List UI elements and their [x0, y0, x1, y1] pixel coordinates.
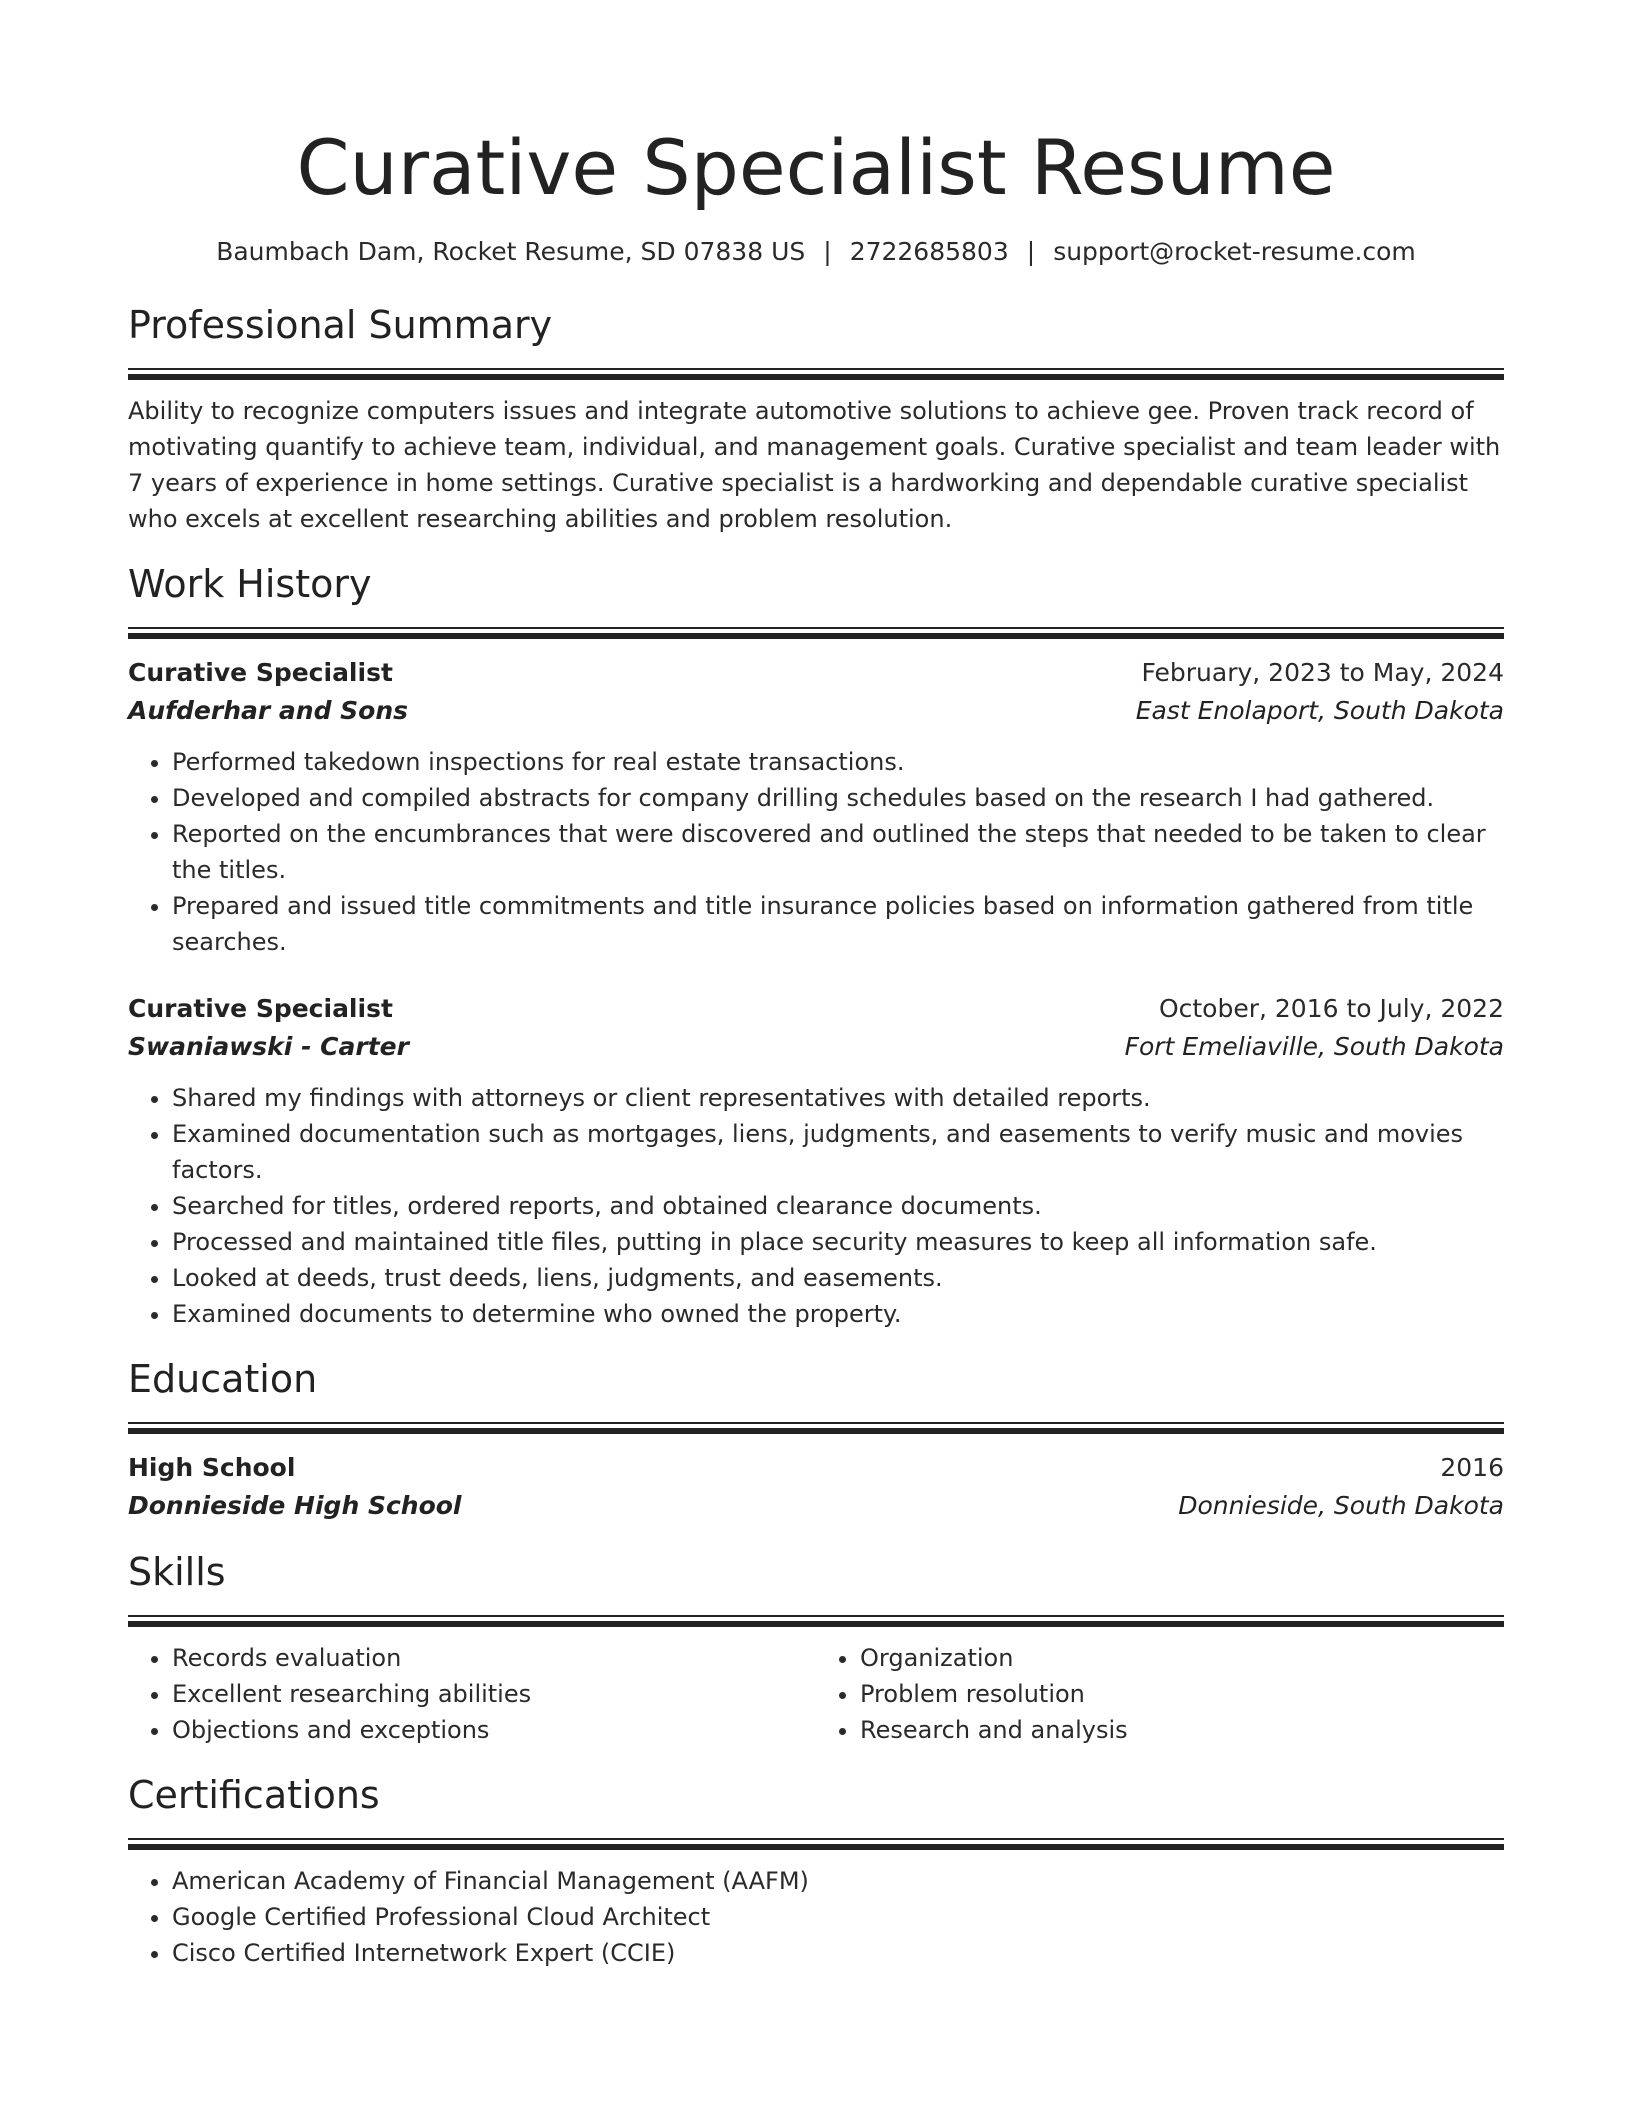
skills-section: [128, 1547, 1504, 1748]
job-location: Fort Emeliaville, South Dakota: [1124, 1032, 1504, 1061]
job-entry: [128, 654, 1504, 960]
list-item: • American Academy of Financial Management (AAFM): [172, 1863, 1504, 1899]
section-title-skills: Skills: [128, 1550, 226, 1594]
list-item: • Research and analysis: [860, 1712, 1504, 1748]
job-title: Curative Specialist: [128, 658, 393, 687]
section-title-work: Work History: [128, 562, 372, 606]
list-item: • Prepared and issued title commitments and title insurance policies based on information gathered from title searches.: [172, 888, 1504, 960]
education-degree: High School: [128, 1453, 296, 1482]
job-company: Swaniawski - Carter: [128, 1032, 409, 1061]
education-year: 2016: [1440, 1453, 1504, 1482]
section-divider: [128, 1615, 1504, 1626]
job-dates: February, 2023 to May, 2024: [1141, 658, 1504, 687]
summary-section: [128, 300, 1504, 537]
section-title-certifications: Certifications: [128, 1773, 380, 1817]
summary-text: Ability to recognize computers issues and integrate automotive solutions to achieve gee. Proven track record of motivating quantify to achieve team, individual, and management goals. Curative specialist and team leader with 7 years of experience in home settings. Curative specialist is a hardworking and dependable curative specialist who excels at excellent researching abilities and problem resolution.: [128, 397, 1501, 533]
education-section: [128, 1354, 1504, 1525]
education-location: Donnieside, South Dakota: [1178, 1491, 1504, 1520]
list-item: • Problem resolution: [860, 1676, 1504, 1712]
skills-list-right: [816, 1640, 1504, 1748]
list-item: • Google Certified Professional Cloud Architect: [172, 1899, 1504, 1935]
skills-list-left: [128, 1640, 816, 1748]
certifications-list: [128, 1863, 1504, 1971]
list-item: • Developed and compiled abstracts for company drilling schedules based on the research I had gathered.: [172, 780, 1504, 816]
job-bullets: [128, 1080, 1504, 1332]
list-item: • Organization: [860, 1640, 1504, 1676]
section-divider: [128, 1422, 1504, 1433]
certifications-section: [128, 1770, 1504, 1971]
contact-address: Baumbach Dam, Rocket Resume, SD 07838 US: [216, 237, 806, 266]
list-item: • Examined documentation such as mortgages, liens, judgments, and easements to verify music and movies factors.: [172, 1116, 1504, 1188]
contact-separator: |: [1026, 237, 1036, 266]
list-item: • Excellent researching abilities: [172, 1676, 816, 1712]
section-title-summary: Professional Summary: [128, 303, 553, 347]
contact-email: support@rocket-resume.com: [1053, 237, 1416, 266]
section-divider: [128, 1838, 1504, 1849]
list-item: • Cisco Certified Internetwork Expert (CCIE): [172, 1935, 1504, 1971]
section-title-education: Education: [128, 1357, 318, 1401]
skills-grid: [128, 1626, 1504, 1748]
job-dates: October, 2016 to July, 2022: [1158, 994, 1504, 1023]
list-item: • Searched for titles, ordered reports, and obtained clearance documents.: [172, 1188, 1504, 1224]
resume-title: Curative Specialist Resume: [296, 123, 1336, 212]
list-item: • Looked at deeds, trust deeds, liens, judgments, and easements.: [172, 1260, 1504, 1296]
job-company: Aufderhar and Sons: [128, 696, 409, 725]
education-school: Donnieside High School: [128, 1491, 462, 1520]
list-item: • Records evaluation: [172, 1640, 816, 1676]
job-location: East Enolaport, South Dakota: [1135, 696, 1504, 725]
list-item: • Objections and exceptions: [172, 1712, 816, 1748]
section-divider: [128, 368, 1504, 379]
work-section: [128, 559, 1504, 1332]
list-item: • Processed and maintained title files, putting in place security measures to keep all information safe.: [172, 1224, 1504, 1260]
section-divider: [128, 627, 1504, 638]
education-entry: [128, 1449, 1504, 1525]
list-item: • Shared my findings with attorneys or client representatives with detailed reports.: [172, 1080, 1504, 1116]
list-item: • Reported on the encumbrances that were discovered and outlined the steps that needed to be taken to clear the titles.: [172, 816, 1504, 888]
list-item: • Examined documents to determine who owned the property.: [172, 1296, 1504, 1332]
job-title: Curative Specialist: [128, 994, 393, 1023]
contact-phone: 2722685803: [849, 237, 1009, 266]
job-bullets: [128, 744, 1504, 960]
contact-separator: |: [823, 237, 832, 266]
job-entry: [128, 990, 1504, 1332]
contact-line: [128, 234, 1504, 270]
list-item: • Performed takedown inspections for real estate transactions.: [172, 744, 1504, 780]
